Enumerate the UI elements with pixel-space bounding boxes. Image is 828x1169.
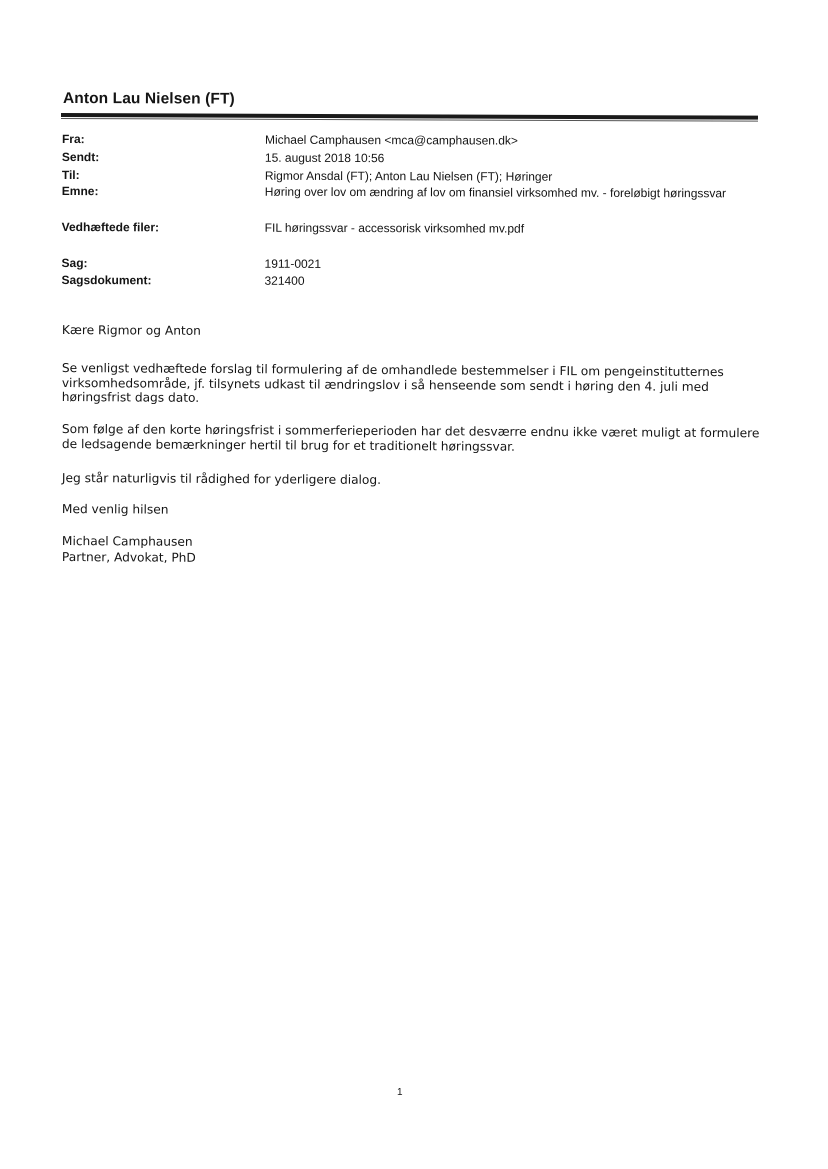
case-value: 1911-0021 — [264, 256, 322, 271]
to-value: Rigmor Ansdal (FT); Anton Lau Nielsen (FT); Høringer — [264, 168, 553, 184]
subject-label: Emne: — [61, 183, 99, 199]
page-number: 1 — [397, 1087, 403, 1098]
paragraph-1: Se venligst vedhæftede forslag til formulering af de omhandlede bestemmelser i FIL om pengeinstitutternes virksomhedsområde, jf. tilsynets udkast til ændringslov i så henseende som sendt i høring den 4. juli med høringsfrist dags dato. — [61, 361, 724, 405]
meta-row-to — [62, 168, 735, 185]
greeting: Kære Rigmor og Anton — [61, 323, 201, 338]
signature-title: Partner, Advokat, PhD — [61, 550, 196, 565]
case-doc-value: 321400 — [264, 273, 305, 288]
subject-value: Høring over lov om ændring af lov om finansiel virksomhed mv. - foreløbigt høringssvar — [264, 184, 727, 201]
sent-value: 15. august 2018 10:56 — [264, 150, 385, 166]
to-label: Til: — [61, 167, 80, 183]
meta-row-case — [62, 256, 735, 273]
meta-row-subject — [62, 184, 735, 201]
meta-row-attachments — [62, 220, 735, 237]
from-label: Fra: — [61, 132, 85, 147]
signature-name: Michael Camphausen — [61, 534, 193, 549]
from-value: Michael Camphausen <mca@camphausen.dk> — [264, 132, 518, 148]
meta-row-sent — [62, 150, 735, 167]
paragraph-3: Jeg står naturligvis til rådighed for yderligere dialog. — [61, 471, 382, 487]
paragraph-2: Som følge af den korte høringsfrist i sommerferieperioden har det desværre endnu ikke været muligt at formulere de ledsagende bemærkninger hertil til brug for et traditionelt høringssvar. — [61, 422, 760, 454]
case-doc-label: Sagsdokument: — [61, 272, 152, 288]
meta-row-from — [62, 132, 735, 149]
case-label: Sag: — [61, 255, 88, 271]
sender-name: Anton Lau Nielsen (FT) — [62, 90, 235, 108]
sent-label: Sendt: — [61, 149, 100, 165]
closing: Med venlig hilsen — [61, 502, 169, 517]
meta-row-case-doc — [61, 273, 734, 290]
attachments-value: FIL høringssvar - accessorisk virksomhed mv.pdf — [264, 220, 525, 236]
email-metadata — [61, 132, 752, 288]
attachments-label: Vedhæftede filer: — [61, 219, 160, 235]
